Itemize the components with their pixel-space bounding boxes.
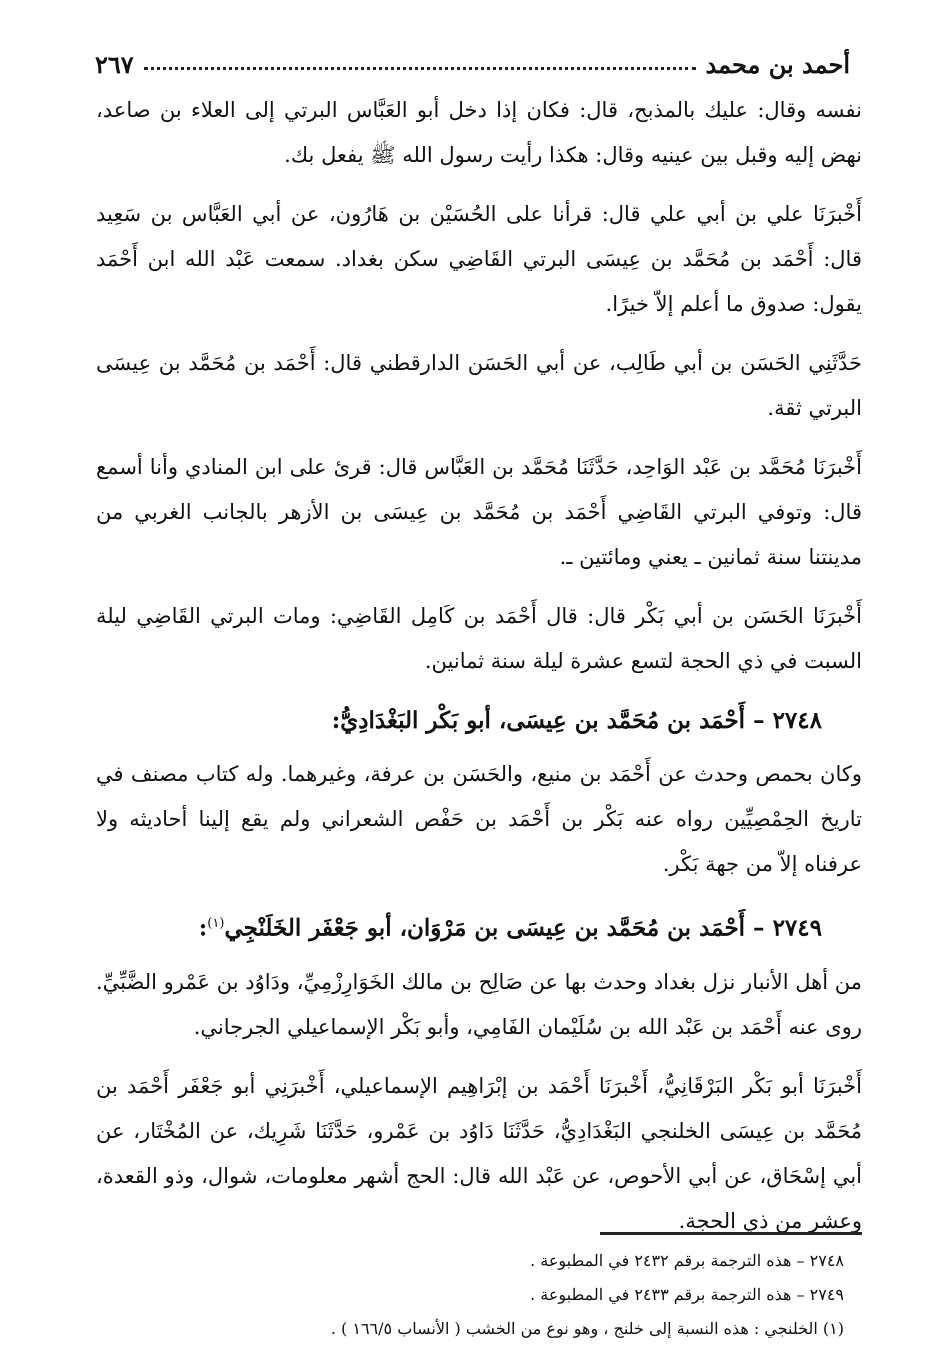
footnote: ٢٧٤٨ – هذه الترجمة برقم ٢٤٣٢ في المطبوعة .	[530, 1251, 844, 1270]
paragraph: أَخْبرَنَا علي بن أبي علي قال: قرأنا على الحُسَيْن بن هَارُون، عن أبي العَبَّاس بن سَعِيد قال: أَحْمَد بن مُحَمَّد بن عِيسَى البرتي القَاضِي سكن بغداد. سمعت عَبْد الله ابن أَحْمَد يقول: صدوق ما أعلم إلاّ خيرًا.	[96, 202, 862, 316]
main-text	[96, 88, 862, 1258]
entry-heading-2749-text: ٢٧٤٩ – أَحْمَد بن مُحَمَّد بن عِيسَى بن مَرْوَان، أبو جَعْفَر الخَلَنْجِي	[224, 914, 822, 942]
footnotes	[96, 1244, 862, 1346]
page-number: ٢٦٧	[95, 49, 134, 79]
heading-colon: :	[198, 914, 208, 942]
header-leader-dots	[144, 53, 696, 70]
entry-text-2748: وكان بحمص وحدث عن أَحْمَد بن منيع، والحَسَن بن عرفة، وغيرهما. وله كتاب مصنف في تاريخ الحِمْصِيِّين رواه عنه بَكْر بن أَحْمَد بن حَفْص الشعراني ولم يقع إلينا أحاديثه ولا عرفناه إلاّ من جهة بَكْر.	[96, 762, 862, 876]
entry-text-2749: أَخْبرَنَا أبو بَكْر البَرْقَانِيُّ، أَخْبرَنَا أَحْمَد بن إبْرَاهِيم الإسماعيلي، أَخْبرَنِي أبو جَعْفَر أَحْمَد بن مُحَمَّد بن عِيسَى الخلنجي البَغْدَادِيُّ، حَدَّثَنَا دَاوُد بن عَمْرو، حَدَّثَنَا شَرِيك، عن المُخْتَار، عن أبي إسْحَاق، عن أبي الأحوص، عن عَبْد الله قال: الحج أشهر معلومات، شوال، وذو القعدة، وعشر من ذي الحجة.	[96, 1073, 862, 1233]
footnote-marker[interactable]: (١)	[207, 916, 225, 931]
footnote: ٢٧٤٩ – هذه الترجمة برقم ٢٤٣٣ في المطبوعة .	[530, 1285, 844, 1304]
paragraph: حَدَّثَنِي الحَسَن بن أبي طَالِب، عن أبي الحَسَن الدارقطني قال: أَحْمَد بن مُحَمَّد بن عِيسَى البرتي ثقة.	[96, 351, 862, 420]
entry-text-2749: من أهل الأنبار نزل بغداد وحدث بها عن صَالِح بن مالك الخَوَارِزْمِيِّ، ودَاوُد بن عَمْرو الضَّبِّيِّ. روى عنه أَحْمَد بن عَبْد الله بن سُلَيْمان الفَامِي، وأبو بَكْر الإسماعيلي الجرجاني.	[96, 969, 862, 1039]
footnote-separator	[600, 1232, 862, 1235]
footnote: (١) الخلنجي : هذه النسبة إلى خلنج ، وهو نوع من الخشب ( الأنساب ١٦٦/٥ ) .	[330, 1319, 844, 1338]
running-title: أحمد بن محمد	[705, 49, 850, 79]
paragraph: أَخْبرَنَا مُحَمَّد بن عَبْد الوَاحِد، حَدَّثَنَا مُحَمَّد بن العَبَّاس قال: قرئ على ابن المنادي وأنا أسمع قال: وتوفي البرتي القَاضِي أَحْمَد بن مُحَمَّد بن عِيسَى بن الأزهر بالجانب الغربي من مدينتنا سنة ثمانين ـ يعني ومائتين ـ.	[96, 455, 862, 569]
paragraph: أَخْبرَنَا الحَسَن بن أبي بَكْر قال: قال أَحْمَد بن كَامِل القَاضِي: ومات البرتي القَاضِي ليلة السبت في ذي الحجة لتسع عشرة ليلة سنة ثمانين.	[96, 604, 862, 673]
entry-heading-2748: ٢٧٤٨ – أَحْمَد بن مُحَمَّد بن عِيسَى، أبو بَكْر البَغْدَادِيُّ:	[331, 707, 822, 734]
running-header	[95, 44, 850, 84]
paragraph: نفسه وقال: عليك بالمذبح، قال: فكان إذا دخل أبو العَبَّاس البرتي إلى العلاء بن صاعد، نهض إليه وقبل بين عينيه وقال: هكذا رأيت رسول الله ﷺ يفعل بك.	[96, 98, 862, 167]
entry-heading-2749	[96, 901, 862, 952]
